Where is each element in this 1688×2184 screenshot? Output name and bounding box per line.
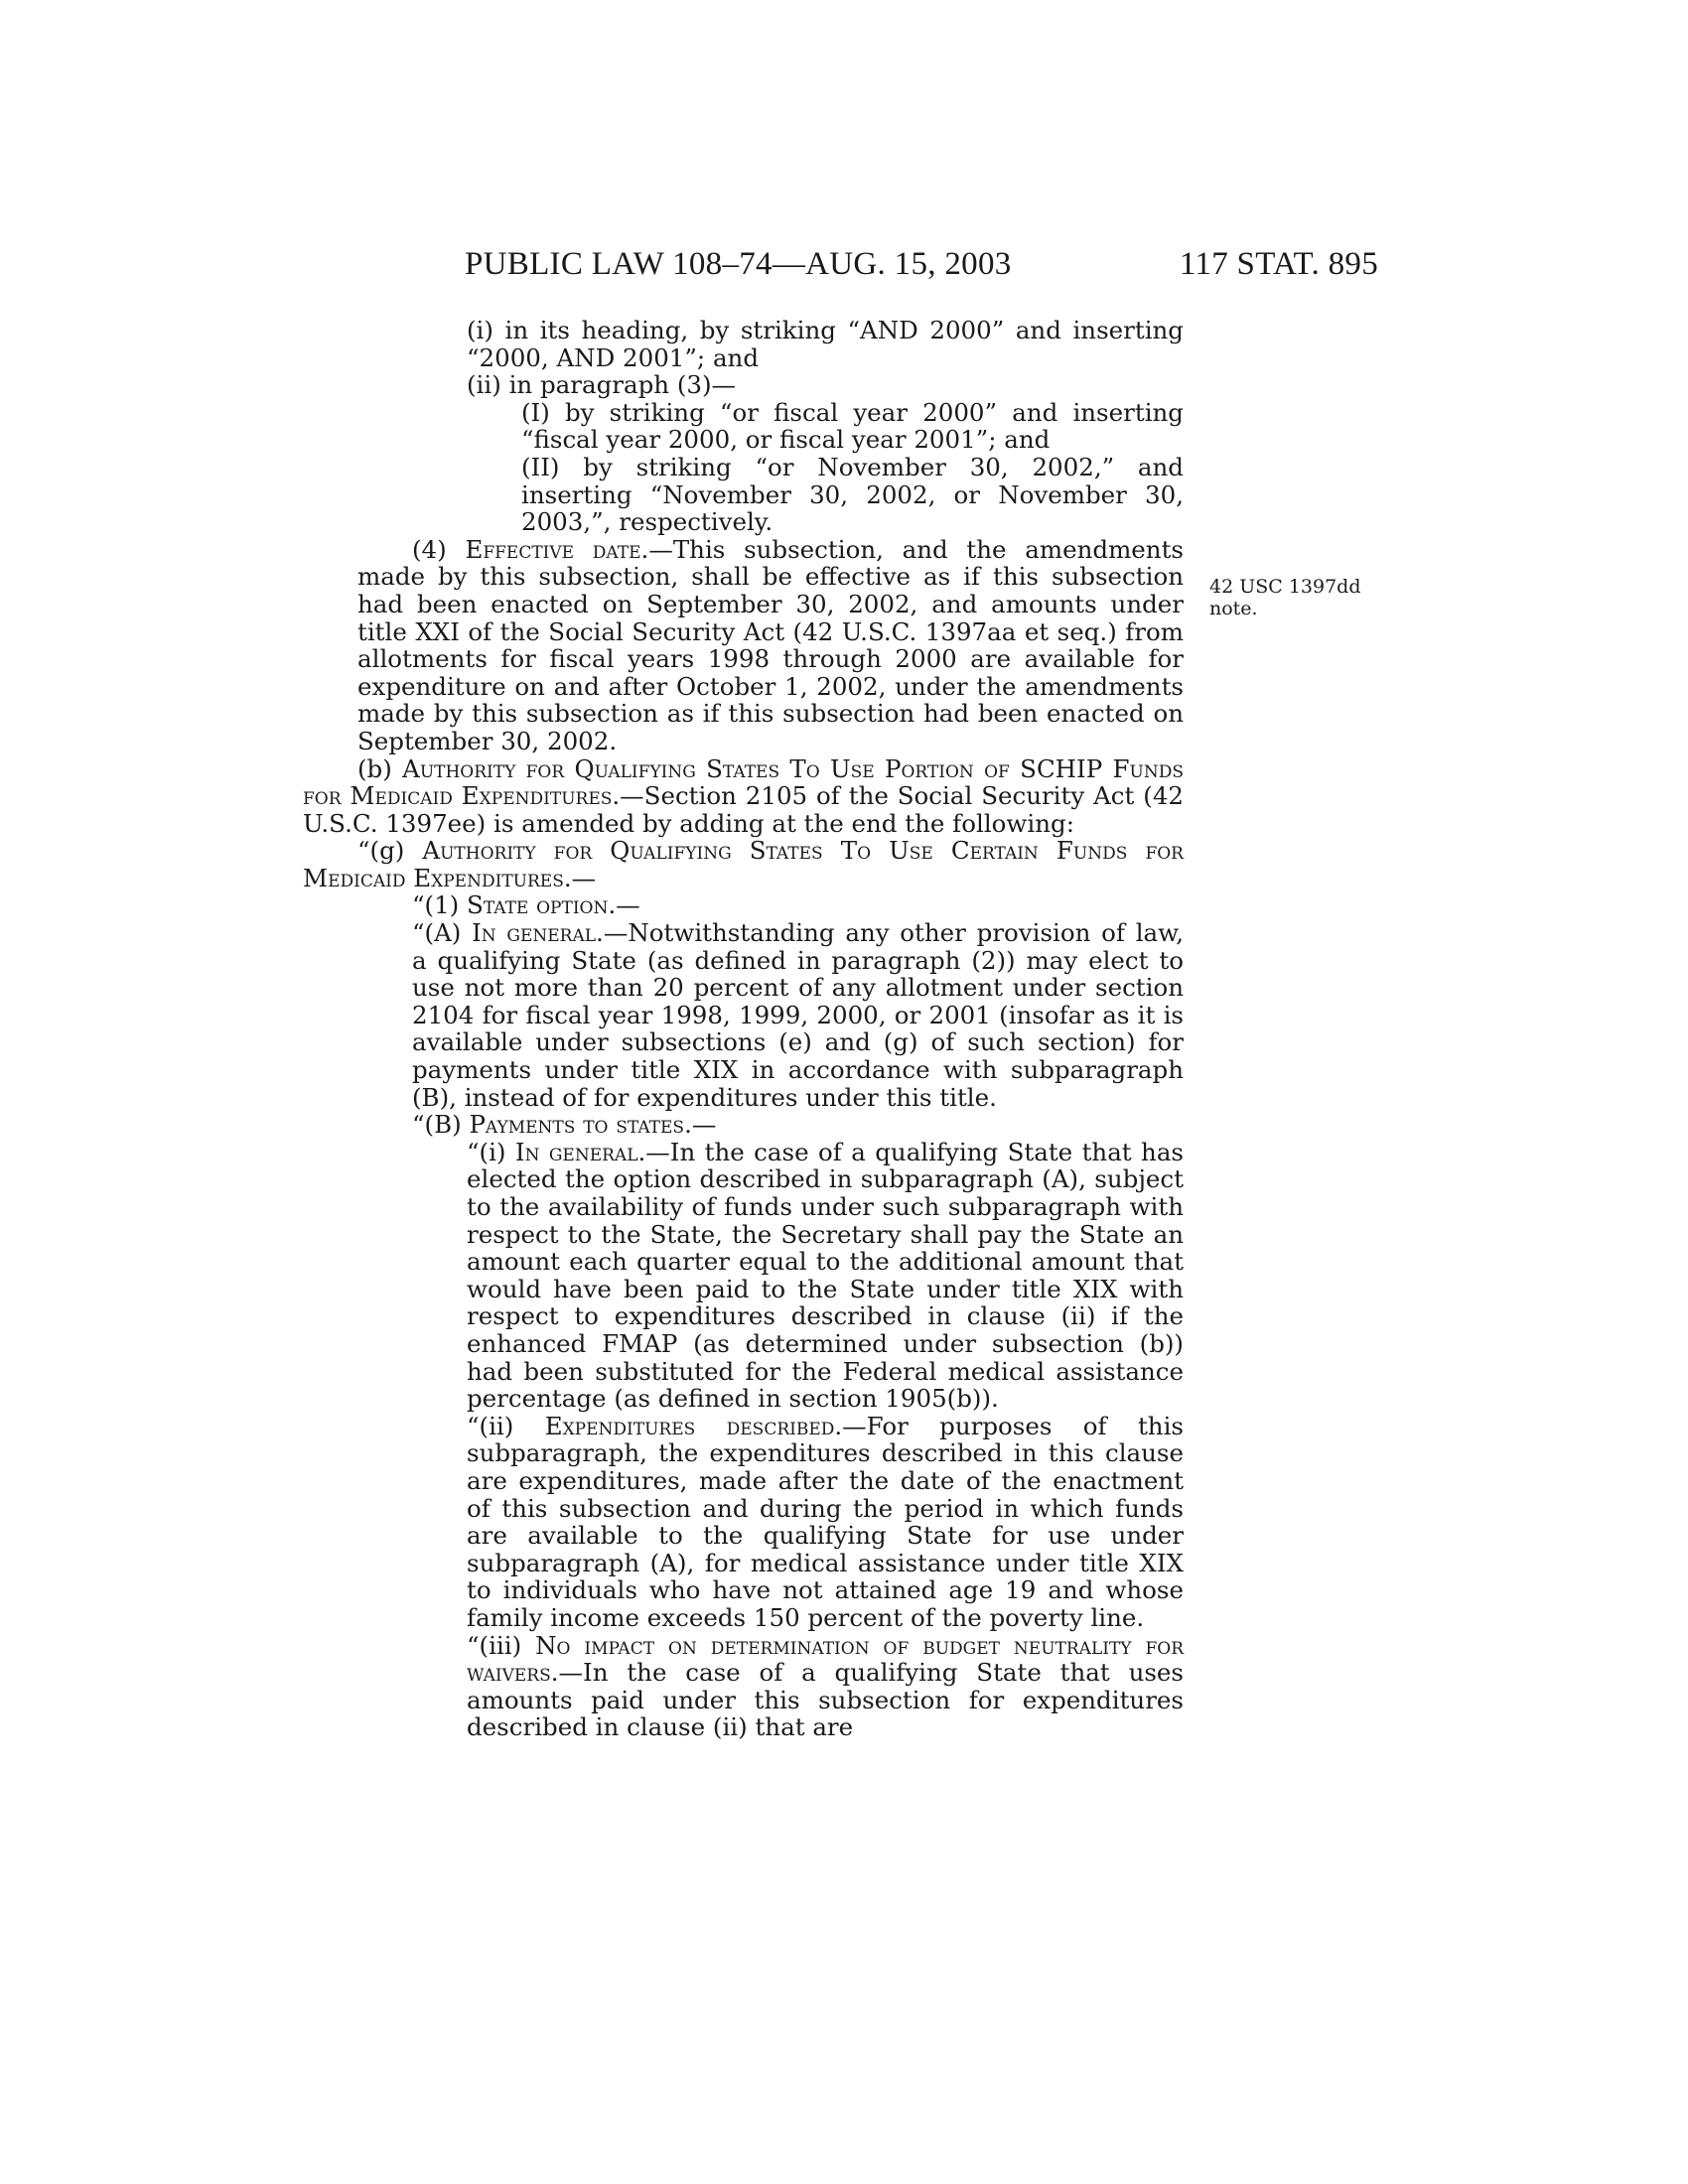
text-run: “(iii) [467,1630,536,1660]
small-caps-heading: Effective date [465,534,641,564]
text-run: “(A) [412,918,473,948]
text-run: (II) by striking “or November 30, 2002,” and inserting “November 30, 2002, or November 30, 2003,”, respectively. [521,452,1184,537]
text-run: .—In the case of a qualifying State that has elected the option described in subparagraph (A), subject to the availability of funds under such subparagraph with respect to the State, the Secretary shall pay the State an amount each quarter equal to the additional amount that would have been paid to the State under title XIX with respect to expenditures described in clause (ii) if the enhanced FMAP (as determined under subsection (b)) had been substituted for the Federal medical assistance percentage (as defined in section 1905(b)). [467,1137,1185,1414]
small-caps-heading: No impact on determination of budget neutrality for waivers [467,1630,1185,1688]
paragraph [303,371,1184,399]
small-caps-heading: Authority for Qualifying States To Use Portion of SCHIP Funds for Medicaid Expenditures [303,753,1185,811]
paragraph [303,1632,1184,1741]
text-run: “(i) [467,1137,515,1166]
margin-note-citation: 42 USC 1397dd [1209,576,1361,598]
paragraph [303,1111,1184,1139]
small-caps-heading: Payments to states [469,1110,685,1140]
paragraph [303,399,1184,454]
small-caps-heading: State option [467,890,609,920]
text-run: .—For purposes of this subparagraph, the expenditures described in this clause are expenditures, made after the date of the enactment of this subsection and during the period in which funds are available to the qualifying State for use under subparagraph (A), for medical assistance under title XIX to individuals who have not attained age 19 and whose family income exceeds 150 percent of the poverty line. [467,1411,1184,1632]
text-run: (4) [412,534,466,564]
paragraph [303,1139,1184,1413]
text-run: (ii) in paragraph (3)— [467,370,737,400]
paragraph [303,891,1184,919]
text-run: .—Notwithstanding any other provision of law, a qualifying State (as defined in paragraph (2)) may elect to use not more than 20 percent of any allotment under section 2104 for fiscal year 1998, 1999, 2000, or 2001 (insofar as it is available under subsections (e) and (g) of such section) for payments under title XIX in accordance with subparagraph (B), instead of for expenditures under this title. [412,918,1185,1112]
text-run: .—Section 2105 of the Social Security Act (42 U.S.C. 1397ee) is amended by adding at the end the following: [303,781,1184,838]
margin-note-label: note. [1209,598,1258,619]
header-law-date: PUBLIC LAW 108–74—AUG. 15, 2003 [465,246,1012,282]
text-run: .— [608,890,640,920]
text-run: (I) by striking “or fiscal year 2000” and inserting “fiscal year 2000, or fiscal year 2001”; and [521,397,1184,455]
text-run: .—This subsection, and the amendments made by this subsection, shall be effective as if this subsection had been enacted on September 30, 2002, and amounts under title XXI of the Social Security Act (42 U.S.C. 1397aa et seq.) from allotments for fiscal years 1998 through 2000 are available for expenditure on and after October 1, 2002, under the amendments made by this subsection as if this subsection had been enacted on September 30, 2002. [357,534,1184,755]
paragraph [303,317,1184,371]
text-run: .—In the case of a qualifying State that uses amounts paid under this subsection for expenditures described in clause (ii) that are [467,1658,1184,1742]
small-caps-heading: Expenditures described [544,1411,835,1440]
small-caps-heading: AND [860,316,918,344]
paragraph [303,536,1184,755]
small-caps-heading: In general [514,1137,638,1166]
small-caps-heading: Authority for Qualifying States To Use Certain Funds for Medicaid Expenditures [303,836,1184,892]
text-run: (i) in its heading, by striking “ [467,316,861,344]
paragraph [303,837,1184,891]
paragraph [303,1413,1184,1632]
running-header [465,246,1378,292]
header-stat-page: 117 STAT. 895 [1179,246,1378,282]
text-run: 2001”; and [615,342,760,372]
text-run: “(B) [412,1110,470,1140]
text-run: 2000” and inserting “2000, [467,316,1184,372]
paragraph [303,755,1184,838]
text-run: “(g) [357,836,423,866]
paragraph [303,454,1184,536]
small-caps-heading: In general [472,918,597,948]
paragraph [303,919,1184,1111]
body-text [303,317,1184,1741]
text-run: “(ii) [467,1411,545,1440]
text-run: .— [563,863,597,892]
margin-note [1209,576,1368,619]
text-run: .— [684,1110,717,1140]
small-caps-heading: AND [556,342,616,372]
text-run: “(1) [412,890,468,920]
text-run: (b) [357,753,403,783]
